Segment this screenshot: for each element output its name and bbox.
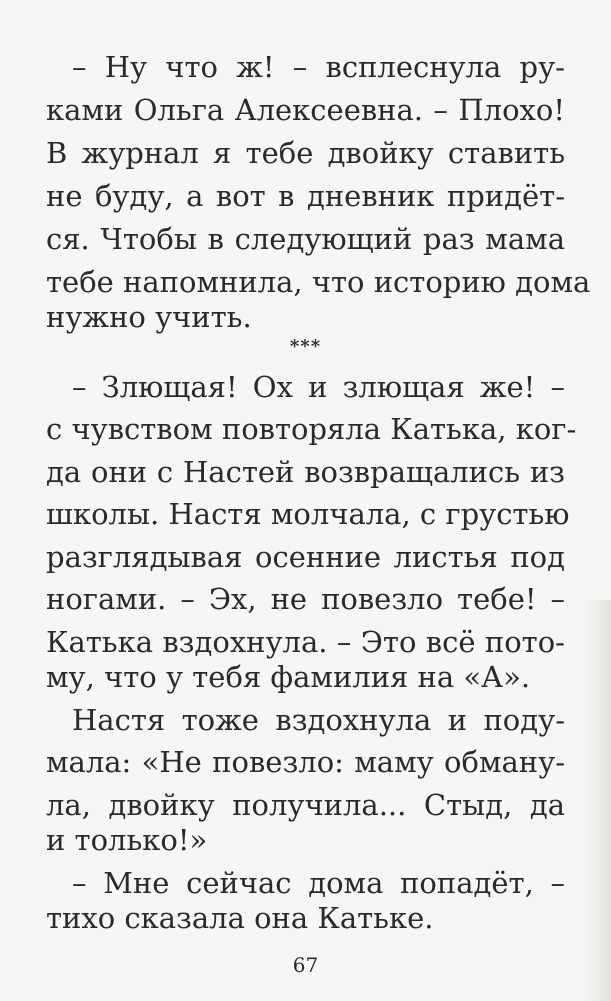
text-line: и только!» [46,823,208,857]
text-line: ся. Чтобы в следующий раз мама [46,222,565,256]
text-line: с чувством повторяла Катька, ког- [46,412,577,446]
text-line: му, что у тебя фамилия на «А». [46,660,531,694]
text-line: Настя тоже вздохнула и поду- [72,703,565,737]
text-line: не буду, а вот в дневник придёт- [46,179,565,213]
text-line: разглядывая осенние листья под [46,540,565,574]
text-line: да они с Настей возвращались из [46,455,565,489]
text-line: тихо сказала она Катьке. [46,901,434,935]
text-line: ногами. – Эх, не повезло тебе! – [46,582,565,616]
text-line: нужно учить. [46,300,252,334]
section-separator: *** [289,336,322,357]
text-line: – Злющая! Ох и злющая же! – [72,370,565,404]
text-line: ла, двойку получила... Стыд, да [46,788,565,822]
text-line: Катька вздохнула. – Это всё пото- [46,625,565,659]
text-line: ками Ольга Алексеевна. – Плохо! [46,93,565,127]
text-line: – Ну что ж! – всплеснула ру- [72,50,565,84]
text-line: В журнал я тебе двойку ставить [46,136,565,170]
text-line: тебе напомнила, что историю дома [46,265,591,299]
page-edge-shadow [585,600,611,1001]
text-line: мала: «Не повезло: маму обману- [46,745,565,779]
text-line: – Мне сейчас дома попадёт, – [72,866,565,900]
text-line: школы. Настя молчала, с грустью [46,497,570,531]
page-number: 67 [292,953,319,977]
